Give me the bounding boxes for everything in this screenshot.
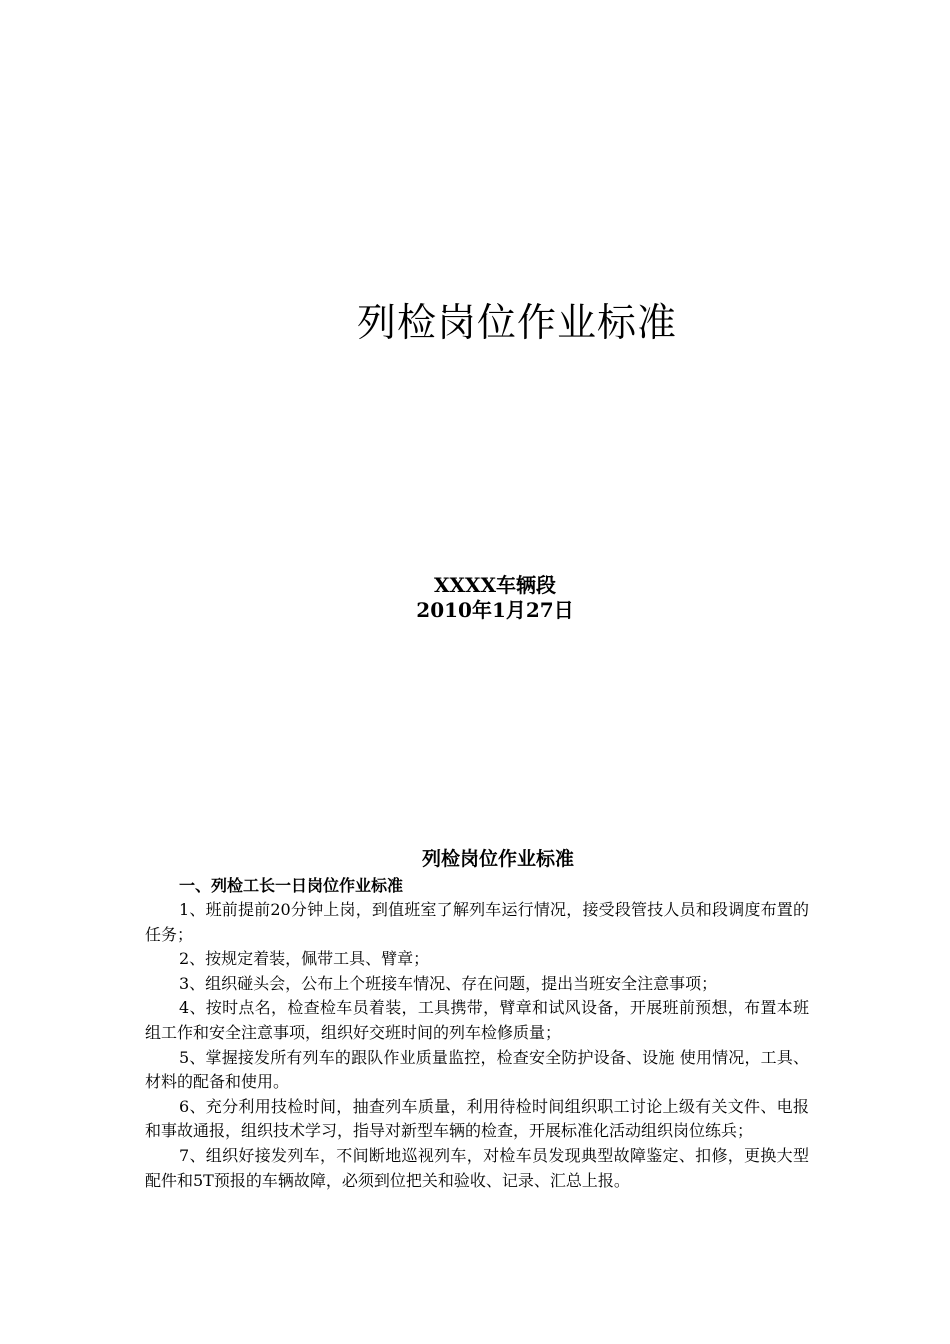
document-heading: 列检岗位作业标准 bbox=[421, 848, 574, 870]
cover-title: 列检岗位作业标准 bbox=[356, 301, 677, 346]
list-item: 4、按时点名，检查检车员着装，工具携带，臂章和试风设备，开展班前预想，布置本班组工作和安全注意事项，组织好交班时间的列车检修质量； bbox=[145, 998, 809, 1042]
list-item: 7、组织好接发列车，不间断地巡视列车，对检车员发现典型故障鉴定、扣修，更换大型配件和5T预报的车辆故障，必须到位把关和验收、记录、汇总上报。 bbox=[145, 1145, 809, 1190]
section-title: 一、列检工长一日岗位作业标准 bbox=[179, 876, 404, 895]
document-body bbox=[145, 844, 809, 1193]
list-item: 3、组织碰头会，公布上个班接车情况、存在问题，提出当班安全注意事项； bbox=[179, 973, 718, 993]
cover-organization: XXXX车辆段 bbox=[433, 573, 557, 597]
list-item: 6、充分利用技检时间，抽查列车质量，利用待检时间组织职工讨论上级有关文件、电报和事故通报，组织技术学习，指导对新型车辆的检查，开展标准化活动组织岗位练兵； bbox=[145, 1096, 809, 1141]
list-item: 2、按规定着装，佩带工具、臂章； bbox=[179, 949, 430, 969]
list-item: 5、掌握接发所有列车的跟队作业质量监控，检查安全防护设备、设施 使用情况，工具、材料的配备和使用。 bbox=[145, 1047, 809, 1092]
cover-date: 2010年1月27日 bbox=[416, 598, 574, 622]
list-item: 1、班前提前20分钟上岗，到值班室了解列车运行情况，接受段管技人员和段调度布置的任务； bbox=[145, 900, 809, 944]
